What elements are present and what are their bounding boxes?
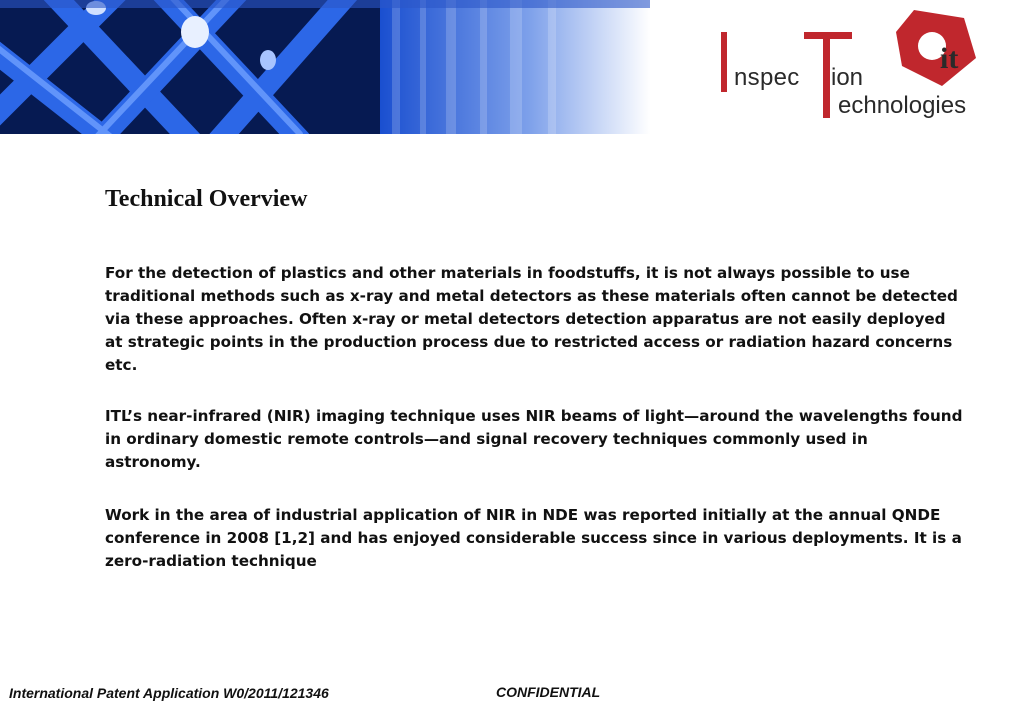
logo-badge-icon: [894, 8, 978, 88]
page-title: Technical Overview: [105, 186, 308, 212]
svg-text:it: it: [940, 42, 959, 75]
footer-confidential-label: CONFIDENTIAL: [496, 684, 601, 700]
logo-word-technologies: echnologies: [838, 92, 967, 119]
blue-mesh-image: [0, 0, 650, 134]
logo-word-ion: ion: [831, 64, 864, 91]
paragraph-qnde-work: Work in the area of industrial application of NIR in NDE was reported initially at the annual QNDE conference in 2008 [1,2] and has enjoyed considerable success since in various deployments. It is a zero-radiation technique: [105, 506, 962, 570]
logo-letter-i-shape: [721, 32, 727, 92]
header-banner-image: [0, 0, 650, 134]
logo-word-inspection: nspec: [734, 64, 800, 91]
paragraph-detection: For the detection of plastics and other materials in foodstuffs, it is not always possible to use traditional methods such as x-ray and metal detectors as these materials often cannot be detected via these approaches. Often x-ray or metal detectors detection apparatus are not easily deployed at strategic points in the production process due to restricted access or radiation hazard concerns etc.: [105, 264, 958, 374]
company-logo: [716, 8, 986, 124]
paragraph-nir-technique: ITL’s near-infrared (NIR) imaging technique uses NIR beams of light—around the wavelengths found in ordinary domestic remote controls—and signal recovery techniques commonly used in astronomy.: [105, 407, 963, 471]
logo-letter-t-stem: [823, 32, 830, 118]
footer-patent-reference: International Patent Application W0/2011/121346: [9, 685, 329, 701]
